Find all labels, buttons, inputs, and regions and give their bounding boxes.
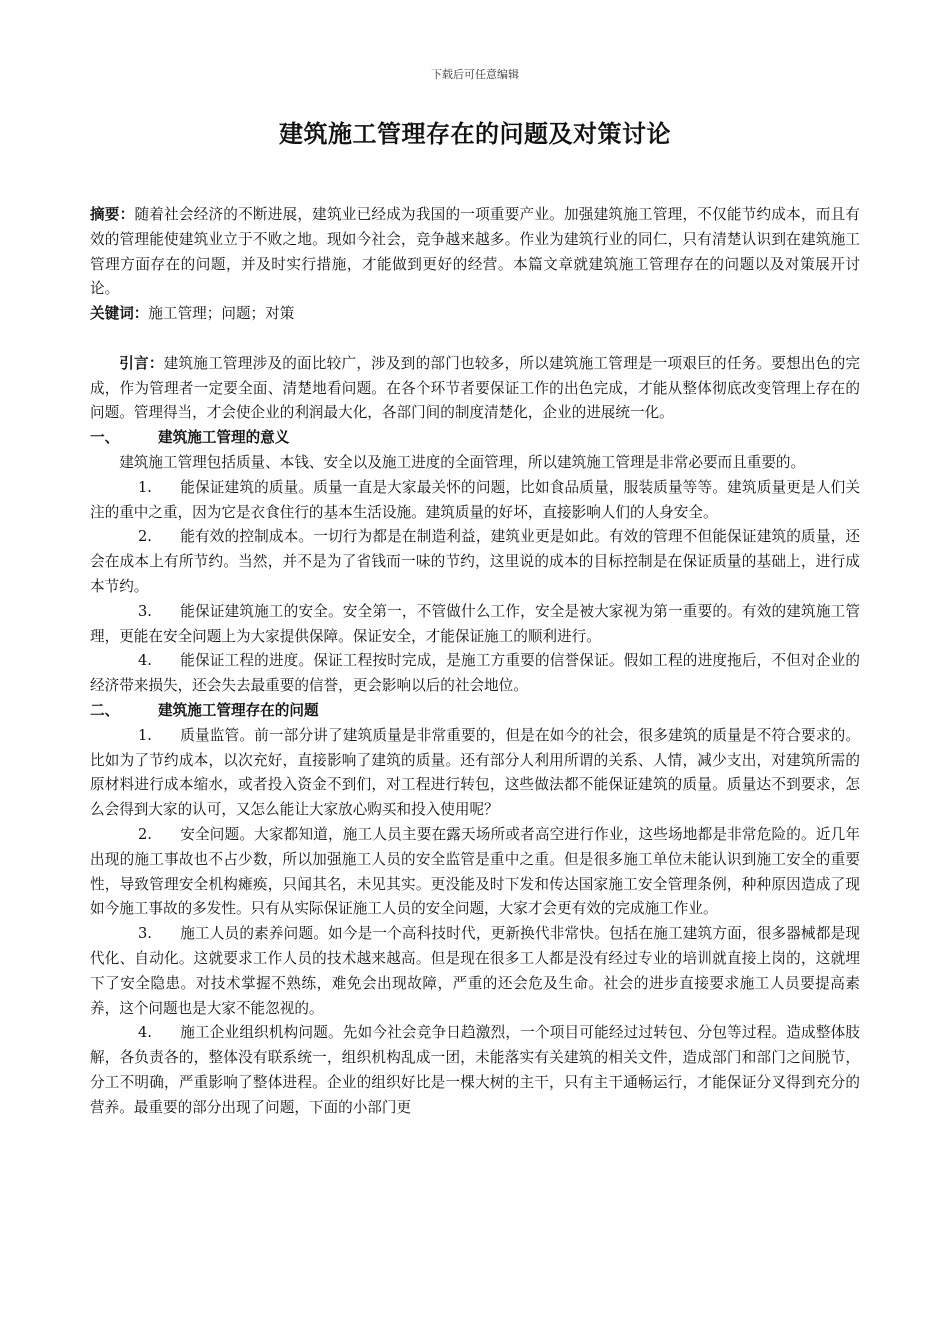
item-number: 2. xyxy=(138,528,152,546)
list-item xyxy=(90,600,860,650)
intro-paragraph xyxy=(90,352,860,426)
keywords-paragraph xyxy=(90,302,860,327)
section-heading-1 xyxy=(90,426,860,451)
item-number: 2. xyxy=(138,825,152,843)
keywords-text: 施工管理；问题；对策 xyxy=(148,305,295,323)
keywords-label: 关键词： xyxy=(90,305,149,323)
item-text: 能保证建筑的质量。质量一直是大家最关怀的问题，比如食品质量，服装质量等等。建筑质量更是人们关注的重中之重，因为它是衣食住行的基本生活设施。建筑质量的好坏，直接影响人们的人身安全。 xyxy=(90,478,860,521)
list-item xyxy=(90,724,860,823)
section-title: 建筑施工管理的意义 xyxy=(158,429,290,447)
item-number: 1. xyxy=(138,478,152,496)
list-item xyxy=(90,823,860,922)
header-note: 下载后可任意编辑 xyxy=(431,68,519,81)
section-title: 建筑施工管理存在的问题 xyxy=(158,701,319,719)
list-item xyxy=(90,649,860,699)
item-text: 施工企业组织机构问题。先如今社会竞争日趋激烈，一个项目可能经过过转包、分包等过程。造成整体肢解，各负责各的，整体没有联系统一，组织机构乱成一团，未能落实有关建筑的相关文件，造成部门和部门之间脱节，分工不明确，严重影响了整体进程。企业的组织好比是一棵大树的主干，只有主干通畅运行，才能保证分叉得到充分的营养。最重要的部分出现了问题，下面的小部门更 xyxy=(90,1024,860,1116)
section-number: 二、 xyxy=(90,701,120,719)
document-title: 建筑施工管理存在的问题及对策讨论 xyxy=(279,119,671,148)
item-number: 1. xyxy=(138,726,152,744)
abstract-text: 随着社会经济的不断进展，建筑业已经成为我国的一项重要产业。加强建筑施工管理，不仅能节约成本，而且有效的管理能使建筑业立于不败之地。现如今社会，竞争越来越多。作业为建筑行业的同仁，只有清楚认识到在建筑施工管理方面存在的问题，并及时实行措施，才能做到更好的经营。本篇文章就建筑施工管理存在的问题以及对策展开讨论。 xyxy=(90,206,860,298)
item-text: 质量监管。前一部分讲了建筑质量是非常重要的，但是在如今的社会，很多建筑的质量是不符合要求的。比如为了节约成本，以次充好，直接影响了建筑的质量。还有部分人利用所谓的关系、人情，减少支出，对建筑所需的原材料进行成本缩水，或者投入资金不到们，对工程进行转包，这些做法都不能保证建筑的质量。质量达不到要求，怎么会得到大家的认可，又怎么能让大家放心购买和投入使用呢？ xyxy=(90,726,860,819)
item-text: 安全问题。大家都知道，施工人员主要在露天场所或者高空进行作业，这些场地都是非常危险的。近几年出现的施工事故也不占少数，所以加强施工人员的安全监管是重中之重。但是很多施工单位未能认识到施工安全的重要性，导致管理安全机构瘫痪，只闻其名，未见其实。更没能及时下发和传达国家施工安全管理条例，种种原因造成了现如今施工事故的多发性。只有从实际保证施工人员的安全问题，大家才会更有效的完成施工作业。 xyxy=(90,825,860,918)
item-text: 能保证工程的进度。保证工程按时完成，是施工方重要的信誉保证。假如工程的进度拖后，不但对企业的经济带来损失，还会失去最重要的信誉，更会影响以后的社会地位。 xyxy=(90,652,860,695)
item-text: 施工人员的素养问题。如今是一个高科技时代，更新换代非常快。包括在施工建筑方面，很多器械都是现代化、自动化。这就要求工作人员的技术越来越高。但是现在很多工人都是没有经过专业的培训就直接上岗的，这就埋下了安全隐患。对技术掌握不熟练，难免会出现故障，严重的还会危及生命。社会的进步直接要求施工人员要提高素养，这个问题也是大家不能忽视的。 xyxy=(90,925,860,1017)
section-lead: 建筑施工管理包括质量、本钱、安全以及施工进度的全面管理，所以建筑施工管理是非常必要而且重要的。 xyxy=(119,453,806,471)
item-number: 3. xyxy=(138,925,152,943)
item-number: 4. xyxy=(138,652,152,670)
intro-text: 建筑施工管理涉及的面比较广，涉及到的部门也较多，所以建筑施工管理是一项艰巨的任务。要想出色的完成，作为管理者一定要全面、清楚地看问题。在各个环节者要保证工作的出色完成，才能从整体彻底改变管理上存在的问题。管理得当，才会使企业的利润最大化，各部门间的制度清楚化，企业的进展统一化。 xyxy=(90,354,860,422)
list-item xyxy=(90,922,860,1021)
abstract-label: 摘要： xyxy=(90,206,135,223)
item-text: 能有效的控制成本。一切行为都是在制造利益，建筑业更是如此。有效的管理不但能保证建筑的质量，还会在成本上有所节约。当然，并不是为了省钱而一味的节约，这里说的成本的目标控制是在保证质量的基础上，进行成本节约。 xyxy=(90,528,860,595)
section-number: 一、 xyxy=(90,429,120,447)
spacer xyxy=(90,327,860,352)
abstract-paragraph xyxy=(90,203,860,302)
list-item xyxy=(90,476,860,526)
item-text: 能保证建筑施工的安全。安全第一，不管做什么工作，安全是被大家视为第一重要的。有效的建筑施工管理，更能在安全问题上为大家提供保障。保证安全，才能保证施工的顺利进行。 xyxy=(90,602,860,645)
intro-label: 引言： xyxy=(119,354,164,372)
section-heading-2 xyxy=(90,699,860,724)
item-number: 3. xyxy=(138,602,152,620)
item-number: 4. xyxy=(138,1024,152,1042)
list-item xyxy=(90,525,860,599)
list-item xyxy=(90,1021,860,1120)
document-body xyxy=(90,203,860,1120)
